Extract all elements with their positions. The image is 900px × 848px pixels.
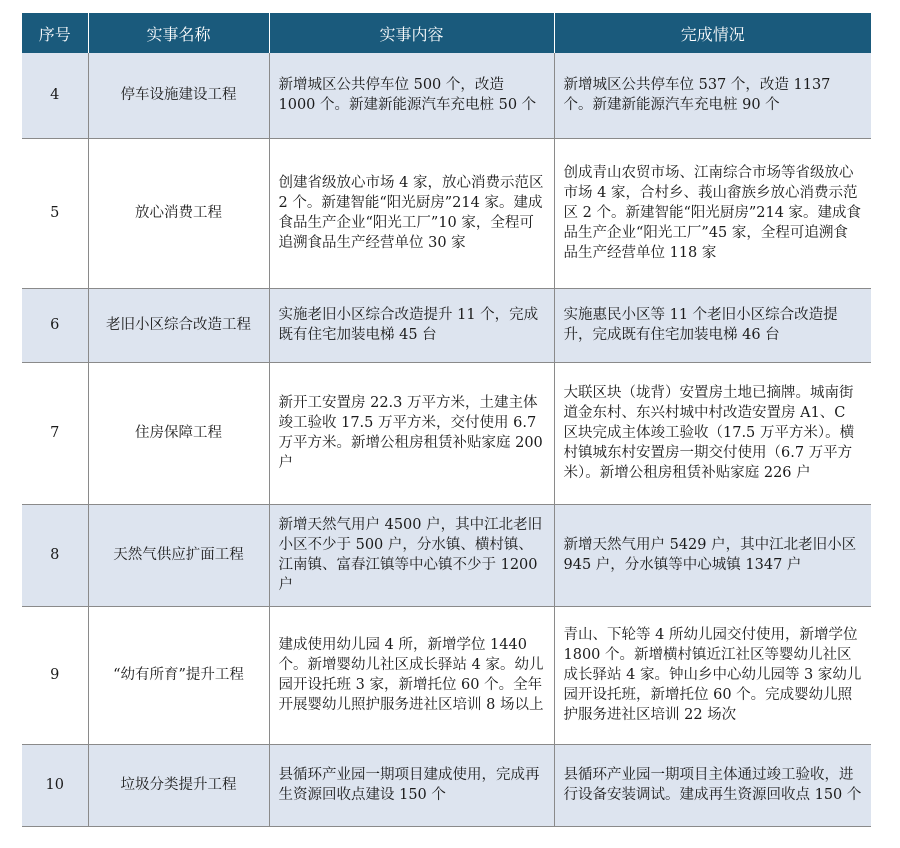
row-content: 建成使用幼儿园 4 所，新增学位 1440 个。新增婴幼儿社区成长驿站 4 家。幼儿园开设托班 3 家，新增托位 60 个。全年开展婴幼儿照护服务进社区培训 8 场以上 <box>269 606 554 744</box>
header-content: 实事内容 <box>269 13 554 53</box>
livelihood-projects-table <box>22 13 871 827</box>
row-no: 9 <box>22 606 88 744</box>
header-status: 完成情况 <box>554 13 871 53</box>
header-no: 序号 <box>22 13 88 53</box>
table-row <box>22 606 871 744</box>
row-content: 县循环产业园一期项目建成使用，完成再生资源回收点建设 150 个 <box>269 744 554 826</box>
row-no: 6 <box>22 288 88 362</box>
row-status: 创成青山农贸市场、江南综合市场等省级放心市场 4 家，合村乡、莪山畲族乡放心消费示范区 2 个。新建智能“阳光厨房”214 家。建成食品生产企业“阳光工厂”45 家，全程可追溯食品生产经营单位 118 家 <box>554 138 871 288</box>
row-no: 7 <box>22 362 88 504</box>
row-status: 大联区块（垅背）安置房土地已摘牌。城南街道金东村、东兴村城中村改造安置房 A1、C 区块完成主体竣工验收（17.5 万平方米）。横村镇城东村安置房一期交付使用（6.7 万平方米）。新增公租房租赁补贴家庭 226 户 <box>554 362 871 504</box>
table-row <box>22 504 871 606</box>
row-status: 新增城区公共停车位 537 个，改造 1137 个。新建新能源汽车充电桩 90 个 <box>554 53 871 138</box>
row-content: 创建省级放心市场 4 家，放心消费示范区 2 个。新建智能“阳光厨房”214 家。建成食品生产企业“阳光工厂”10 家，全程可追溯食品生产经营单位 30 家 <box>269 138 554 288</box>
row-status: 青山、下轮等 4 所幼儿园交付使用，新增学位 1800 个。新增横村镇近江社区等婴幼儿社区成长驿站 4 家。钟山乡中心幼儿园等 3 家幼儿园开设托班，新增托位 60 个。完成婴幼儿照护服务进社区培训 22 场次 <box>554 606 871 744</box>
row-name: 老旧小区综合改造工程 <box>88 288 269 362</box>
row-content: 新增天然气用户 4500 户，其中江北老旧小区不少于 500 户，分水镇、横村镇、江南镇、富春江镇等中心镇不少于 1200 户 <box>269 504 554 606</box>
row-no: 4 <box>22 53 88 138</box>
row-name: 放心消费工程 <box>88 138 269 288</box>
row-content: 新开工安置房 22.3 万平方米，土建主体竣工验收 17.5 万平方米，交付使用 6.7 万平方米。新增公租房租赁补贴家庭 200 户 <box>269 362 554 504</box>
header-name: 实事名称 <box>88 13 269 53</box>
row-name: 垃圾分类提升工程 <box>88 744 269 826</box>
table-row <box>22 288 871 362</box>
row-no: 8 <box>22 504 88 606</box>
row-content: 新增城区公共停车位 500 个，改造 1000 个。新建新能源汽车充电桩 50 个 <box>269 53 554 138</box>
row-name: 天然气供应扩面工程 <box>88 504 269 606</box>
table-row <box>22 53 871 138</box>
row-status: 新增天然气用户 5429 户，其中江北老旧小区 945 户，分水镇等中心城镇 1347 户 <box>554 504 871 606</box>
row-no: 5 <box>22 138 88 288</box>
row-content: 实施老旧小区综合改造提升 11 个，完成既有住宅加装电梯 45 台 <box>269 288 554 362</box>
row-status: 实施惠民小区等 11 个老旧小区综合改造提升，完成既有住宅加装电梯 46 台 <box>554 288 871 362</box>
row-name: 住房保障工程 <box>88 362 269 504</box>
table-header-row <box>22 13 871 53</box>
table-row <box>22 744 871 826</box>
row-no: 10 <box>22 744 88 826</box>
row-name: 停车设施建设工程 <box>88 53 269 138</box>
row-status: 县循环产业园一期项目主体通过竣工验收，进行设备安装调试。建成再生资源回收点 150 个 <box>554 744 871 826</box>
table-row <box>22 138 871 288</box>
row-name: “幼有所育”提升工程 <box>88 606 269 744</box>
table-row <box>22 362 871 504</box>
